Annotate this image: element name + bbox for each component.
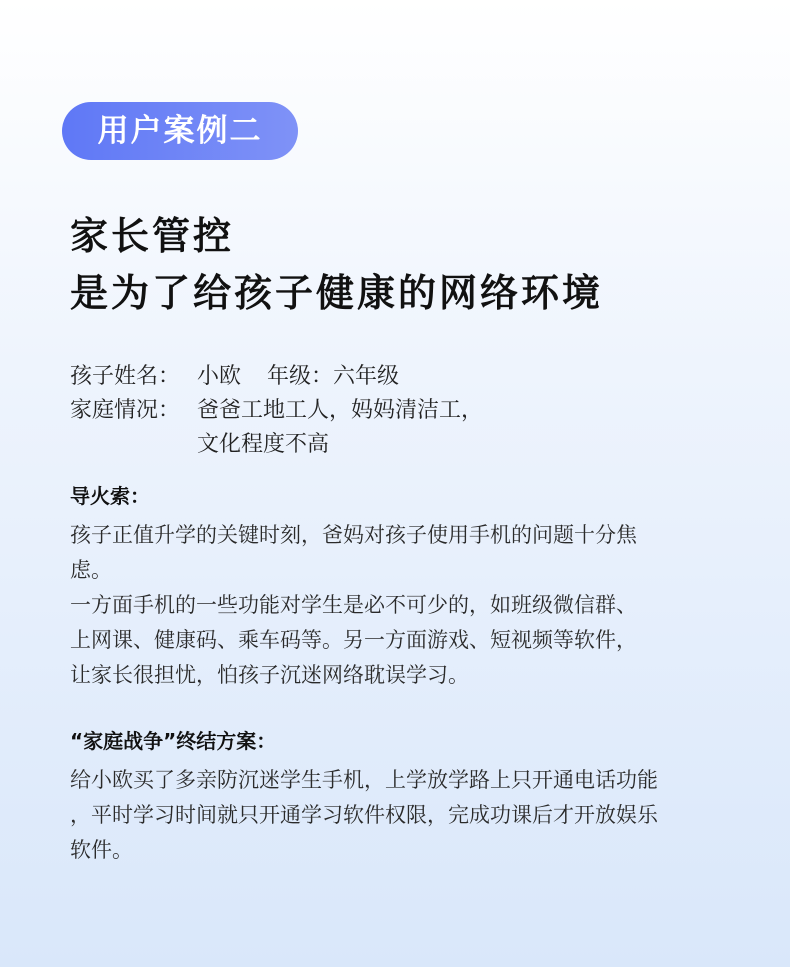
trigger-title: 导火索： [70,484,150,508]
solution-title: “家庭战争”终结方案： [70,729,277,753]
trigger-line: 虑。 [70,558,112,582]
profile-row-family [70,394,483,428]
case-badge: 用户案例二 [62,102,298,160]
headline-line-1: 家长管控 [70,214,235,258]
solution-line: ，平时学习时间就只开通学习软件权限，完成功课后才开放娱乐 [70,803,658,827]
headline [70,208,603,322]
name-value: 小欧 [197,364,242,389]
grade-value: 六年级 [333,364,400,389]
family-label: 家庭情况： [70,398,181,423]
name-label: 孩子姓名： [70,364,181,389]
family-value-line-2: 文化程度不高 [197,432,330,457]
solution-line: 软件。 [70,838,133,862]
solution-body [70,763,730,868]
trigger-section [70,482,730,693]
trigger-line: 让家长很担忧，怕孩子沉迷网络耽误学习。 [70,663,469,687]
trigger-body [70,518,730,693]
headline-line-2: 是为了给孩子健康的网络环境 [70,271,604,315]
trigger-line: 上网课、健康码、乘车码等。另一方面游戏、短视频等软件， [70,628,637,652]
grade-label: 年级： [267,364,334,389]
family-value-line-1: 爸爸工地工人，妈妈清洁工， [197,398,484,423]
child-profile [70,360,483,462]
solution-line: 给小欧买了多亲防沉迷学生手机，上学放学路上只开通电话功能 [70,768,658,792]
trigger-line: 一方面手机的一些功能对学生是必不可少的，如班级微信群、 [70,593,637,617]
profile-row-name [70,360,483,394]
solution-section [70,727,730,868]
trigger-line: 孩子正值升学的关键时刻，爸妈对孩子使用手机的问题十分焦 [70,523,637,547]
